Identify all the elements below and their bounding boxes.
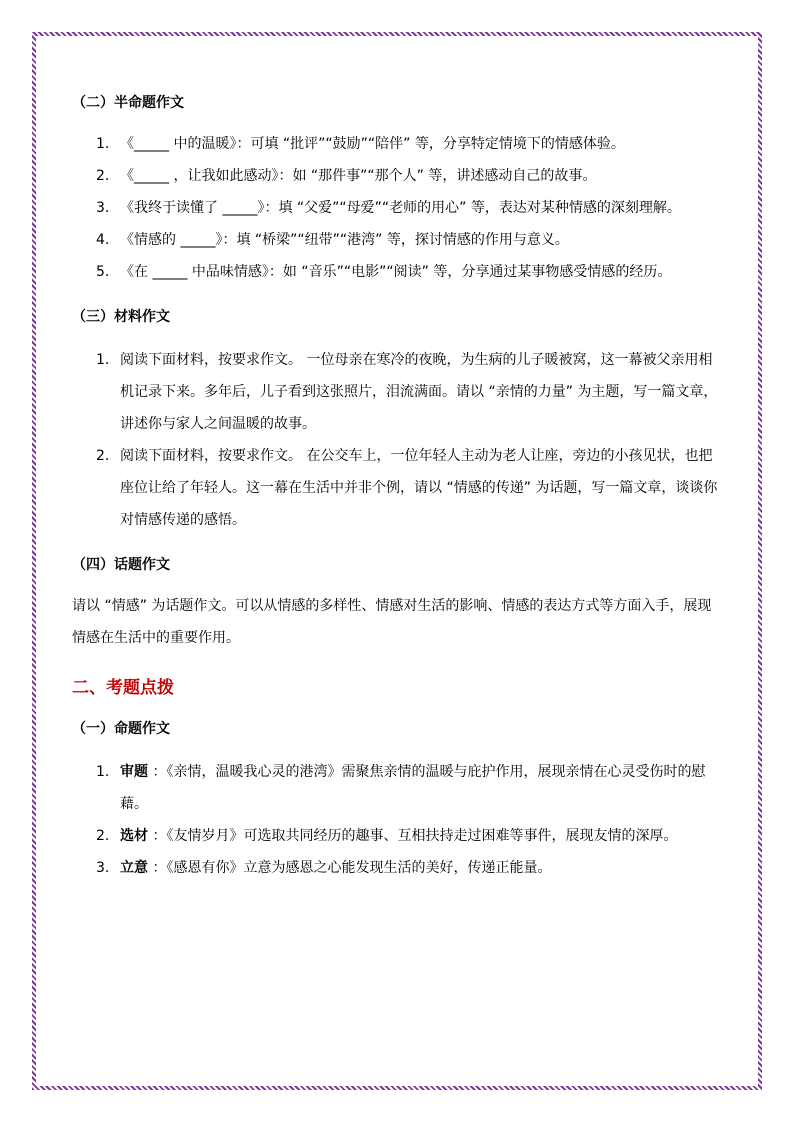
topic-paragraph: 请以 “情感” 为话题作文。可以从情感的多样性、情感对生活的影响、情感的表达方式等方面入手，展现情感在生活中的重要作用。: [72, 598, 712, 646]
list-item: 1. 阅读下面材料，按要求作文。 一位母亲在寒冷的夜晚，为生病的儿子暖被窝，这一幕被父亲用相机记录下来。多年后，儿子看到这张照片，泪流满面。请以 “亲情的力量” 为主题，写一篇文章，讲述你与家人之间温暖的故事。: [96, 352, 718, 432]
section-heading-topic: （四）话题作文: [72, 557, 170, 573]
list-item: 4. 《情感的 _____》：填 “桥梁”“纽带”“港湾” 等，探讨情感的作用与意义。: [96, 232, 569, 248]
list-item: 3. 《我终于读懂了 _____》：填 “父爱”“母爱”“老师的用心” 等，表达对某种情感的深刻理解。: [96, 200, 681, 216]
part-heading-exam-tips: 二、考题点拨: [72, 678, 174, 698]
list-item: 1. 审题 ：《亲情，温暖我心灵的港湾》需聚焦亲情的温暖与庇护作用，展现亲情在心灵受伤时的慰藉。: [96, 764, 706, 812]
material-list: [72, 344, 724, 536]
section-heading-half-title: （二）半命题作文: [72, 95, 184, 111]
section-heading-material: （三）材料作文: [72, 309, 170, 325]
list-item: 2. 阅读下面材料，按要求作文。 在公交车上，一位年轻人主动为老人让座，旁边的小孩见状，也把座位让给了年轻人。这一幕在生活中并非个例，请以 “情感的传递” 为话题，写一篇文章，谈谈你对情感传递的感悟。: [96, 448, 718, 528]
list-item: 1. 《_____ 中的温暖》：可填 “批评”“鼓励”“陪伴” 等，分享特定情境下的情感体验。: [96, 136, 625, 152]
document-body: [72, 88, 724, 884]
list-item: 2. 选材 ：《友情岁月》可选取共同经历的趣事、互相扶持走过困难等事件，展现友情的深厚。: [96, 828, 678, 844]
half-title-list: [72, 128, 724, 288]
list-item: 5. 《在 _____ 中品味情感》：如 “音乐”“电影”“阅读” 等，分享通过某事物感受情感的经历。: [96, 264, 672, 280]
proposition-list: [72, 756, 724, 884]
list-item: 3. 立意 ：《感恩有你》立意为感恩之心能发现生活的美好，传递正能量。: [96, 860, 552, 876]
section-heading-proposition: （一）命题作文: [72, 721, 170, 737]
list-item: 2. 《_____ ，让我如此感动》：如 “那件事”“那个人” 等，讲述感动自己的故事。: [96, 168, 597, 184]
